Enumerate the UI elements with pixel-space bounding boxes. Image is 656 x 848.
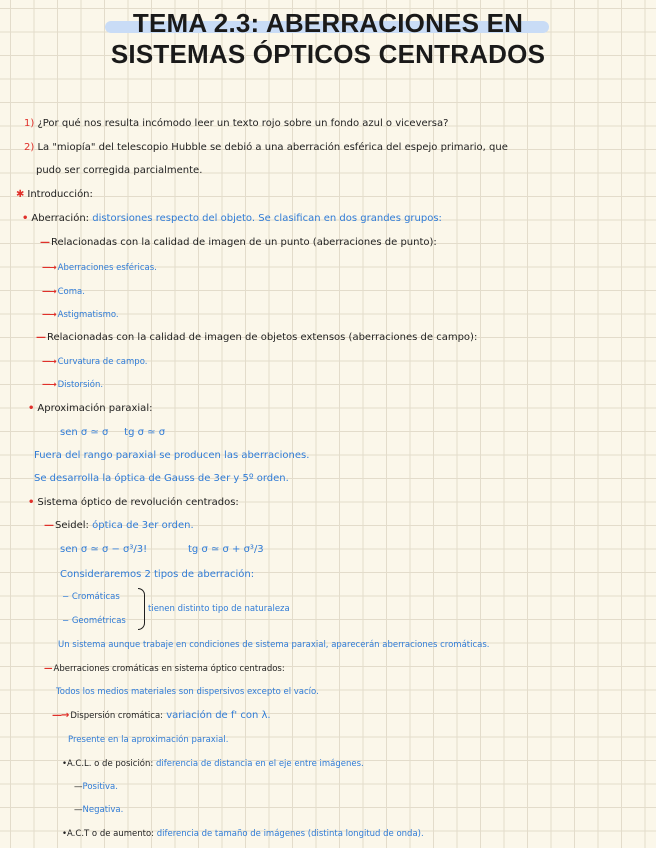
bullet-icon: •: [62, 829, 68, 839]
paraxial-line-2: Se desarrolla la óptica de Gauss de 3er y 5º orden.: [34, 473, 289, 484]
dash-icon: —: [44, 520, 53, 531]
question-2-continuation: pudo ser corregida parcialmente.: [36, 165, 203, 176]
dash-icon: —: [36, 332, 45, 343]
aberracion-label: Aberración:: [31, 213, 90, 224]
group-1-item-text: Aberraciones esféricas.: [57, 263, 157, 273]
group-2-text: Relacionadas con la calidad de imagen de objetos extensos (aberraciones de campo):: [47, 332, 478, 343]
page-title: [0, 8, 656, 70]
act-line: [62, 827, 424, 841]
cromaticas-heading-text: Aberraciones cromáticas en sistema óptico centrados:: [53, 664, 285, 674]
group-2-item: [42, 378, 103, 392]
title-line-1: TEMA 2.3: ABERRACIONES EN: [132, 8, 524, 38]
group-1-heading: [40, 236, 437, 250]
seidel-definition: óptica de 3er orden.: [92, 520, 194, 531]
group-1-item: [42, 308, 119, 322]
aberracion-line: [22, 212, 442, 226]
asterisk-icon: ✱: [16, 189, 25, 200]
bullet-icon: •: [28, 497, 35, 508]
intro-heading: [16, 188, 93, 202]
dispersion-label: Dispersión cromática:: [70, 711, 164, 721]
bullet-icon: •: [28, 403, 35, 414]
sistema-heading: [28, 496, 239, 510]
tipo-geometricas: − Geométricas: [62, 616, 126, 626]
intro-heading-text: Introducción:: [27, 189, 93, 200]
question-1-number: 1): [24, 118, 35, 129]
group-2-item: [42, 355, 147, 369]
cromaticas-line-1: Todos los medios materiales son dispersivos excepto el vacío.: [56, 687, 319, 697]
consideraremos: Consideraremos 2 tipos de aberración:: [60, 569, 255, 580]
group-1-text: Relacionadas con la calidad de imagen de un punto (aberraciones de punto):: [51, 237, 437, 248]
curly-brace-icon: [138, 588, 145, 630]
acl-definition: diferencia de distancia en el eje entre imágenes.: [155, 759, 364, 769]
sistema-aunque: Un sistema aunque trabaje en condiciones de sistema paraxial, aparecerán aberraciones cromáticas.: [58, 640, 490, 650]
group-1-item-text: Astigmatismo.: [57, 310, 119, 320]
group-1-item: [42, 285, 85, 299]
arrow-right-icon: —→: [42, 357, 56, 367]
group-1-item-text: Coma.: [57, 287, 85, 297]
group-2-heading: [36, 331, 477, 345]
cromaticas-heading: [44, 662, 285, 676]
arrow-right-icon: —→: [52, 710, 69, 721]
arrow-right-icon: —→: [42, 380, 56, 390]
paraxial-heading: [28, 402, 152, 416]
dash-icon: —: [44, 664, 52, 674]
paraxial-heading-text: Aproximación paraxial:: [37, 403, 153, 414]
arrow-right-icon: —→: [42, 263, 56, 273]
paraxial-line-1: Fuera del rango paraxial se producen las aberraciones.: [34, 450, 310, 461]
dash-icon: —: [74, 782, 83, 792]
title-line-2: SISTEMAS ÓPTICOS CENTRADOS: [110, 39, 546, 69]
tipos-note: tienen distinto tipo de naturaleza: [148, 604, 290, 614]
group-2-item-text: Curvatura de campo.: [57, 357, 148, 367]
negativa-text: Negativa.: [82, 805, 124, 815]
paraxial-formula: sen σ ≃ σ tg σ ≃ σ: [60, 427, 166, 438]
seidel-line: [44, 519, 194, 533]
group-2-item-text: Distorsión.: [57, 380, 104, 390]
question-2-text: La "miopía" del telescopio Hubble se debió a una aberración esférica del espejo primario, que: [37, 142, 508, 153]
group-1-item: [42, 261, 157, 275]
bullet-icon: •: [62, 759, 68, 769]
tipo-cromaticas: − Cromáticas: [62, 592, 120, 602]
dash-icon: —: [40, 237, 49, 248]
formula-tg: tg σ ≃ σ + σ³/3: [188, 544, 264, 555]
positiva-text: Positiva.: [82, 782, 118, 792]
positiva-line: [74, 780, 118, 794]
bullet-icon: •: [22, 213, 29, 224]
dispersion-definition: variación de f' con λ.: [166, 710, 271, 721]
formula-sen: sen σ ≃ σ − σ³/3!: [60, 544, 148, 555]
arrow-right-icon: —→: [42, 310, 56, 320]
question-2: [24, 141, 508, 155]
act-definition: diferencia de tamaño de imágenes (distinta longitud de onda).: [156, 829, 424, 839]
seidel-label: Seidel:: [55, 520, 89, 531]
aberracion-definition: distorsiones respecto del objeto. Se clasifican en dos grandes grupos:: [92, 213, 442, 224]
question-1-text: ¿Por qué nos resulta incómodo leer un texto rojo sobre un fondo azul o viceversa?: [37, 118, 449, 129]
act-label: A.C.T o de aumento:: [67, 829, 155, 839]
negativa-line: [74, 803, 123, 817]
acl-line: [62, 757, 364, 771]
acl-label: A.C.L. o de posición:: [67, 759, 154, 769]
question-2-number: 2): [24, 142, 35, 153]
presente-line: Presente en la aproximación paraxial.: [68, 735, 229, 745]
arrow-right-icon: —→: [42, 287, 56, 297]
dispersion-line: [52, 709, 271, 723]
dash-icon: —: [74, 805, 83, 815]
question-1: [24, 117, 448, 131]
sistema-heading-text: Sistema óptico de revolución centrados:: [37, 497, 239, 508]
